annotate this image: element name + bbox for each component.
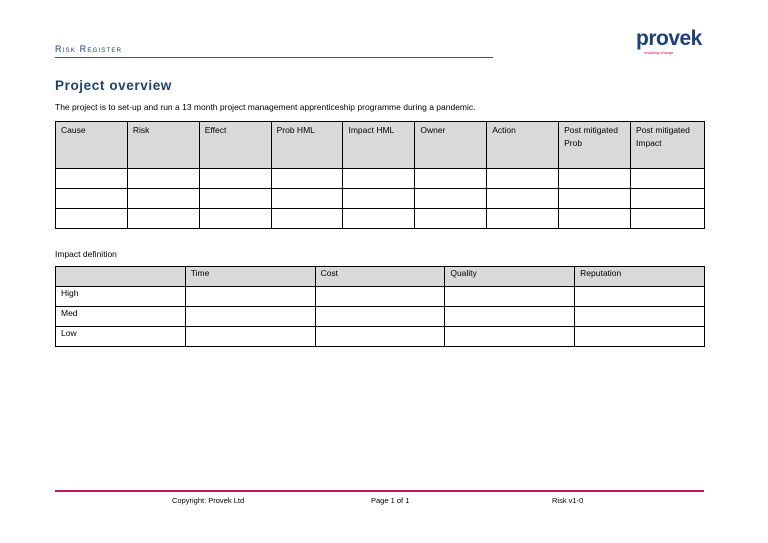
table-cell[interactable]: [575, 327, 705, 347]
column-header-cost: Cost: [315, 267, 445, 287]
column-header-prob-hml: Prob HML: [271, 122, 343, 169]
table-row: [56, 209, 705, 229]
table-header-row: [56, 267, 705, 287]
footer-copyright: Copyright: Provek Ltd: [172, 496, 245, 505]
table-cell[interactable]: [56, 169, 128, 189]
column-header-impact-hml: Impact HML: [343, 122, 415, 169]
page-title: Project overview: [55, 78, 172, 93]
footer-page-number: Page 1 of 1: [371, 496, 410, 505]
table-cell[interactable]: [343, 189, 415, 209]
table-cell[interactable]: [575, 307, 705, 327]
column-header-owner: Owner: [415, 122, 487, 169]
row-label-med: Med: [56, 307, 186, 327]
footer-version: Risk v1-0: [552, 496, 584, 505]
row-label-low: Low: [56, 327, 186, 347]
column-header-action: Action: [487, 122, 559, 169]
table-cell[interactable]: [487, 189, 559, 209]
table-cell[interactable]: [271, 209, 343, 229]
table-row: [56, 287, 705, 307]
row-label-high: High: [56, 287, 186, 307]
logo-tagline: enabling change: [644, 50, 674, 55]
column-header-reputation: Reputation: [575, 267, 705, 287]
table-cell[interactable]: [271, 189, 343, 209]
table-cell[interactable]: [575, 287, 705, 307]
table-cell[interactable]: [631, 189, 705, 209]
table-cell[interactable]: [343, 169, 415, 189]
column-header-risk: Risk: [127, 122, 199, 169]
table-cell[interactable]: [315, 287, 445, 307]
table-cell[interactable]: [559, 169, 631, 189]
column-header-post-mitigated-impact: Post mitigated Impact: [631, 122, 705, 169]
table-cell[interactable]: [127, 169, 199, 189]
table-cell[interactable]: [56, 209, 128, 229]
table-header-row: [56, 122, 705, 169]
table-cell[interactable]: [185, 307, 315, 327]
table-row: [56, 327, 705, 347]
table-cell[interactable]: [343, 209, 415, 229]
table-cell[interactable]: [559, 209, 631, 229]
table-cell[interactable]: [559, 189, 631, 209]
project-description: The project is to set-up and run a 13 month project management apprenticeship programme during a pandemic.: [55, 102, 476, 112]
column-header-time: Time: [185, 267, 315, 287]
column-header-post-mitigated-prob: Post mitigated Prob: [559, 122, 631, 169]
provek-logo: [636, 28, 706, 58]
table-cell[interactable]: [631, 169, 705, 189]
risk-register-table: [55, 121, 705, 229]
table-cell[interactable]: [127, 189, 199, 209]
table-cell[interactable]: [445, 287, 575, 307]
table-cell[interactable]: [487, 209, 559, 229]
table-cell[interactable]: [445, 327, 575, 347]
logo-wordmark: provek: [636, 27, 702, 50]
column-header-empty: [56, 267, 186, 287]
column-header-effect: Effect: [199, 122, 271, 169]
table-cell[interactable]: [415, 169, 487, 189]
impact-definition-table: [55, 266, 705, 347]
table-cell[interactable]: [127, 209, 199, 229]
column-header-cause: Cause: [56, 122, 128, 169]
table-cell[interactable]: [199, 169, 271, 189]
table-cell[interactable]: [185, 327, 315, 347]
table-cell[interactable]: [315, 327, 445, 347]
document-title: Risk Register: [55, 44, 123, 54]
table-cell[interactable]: [487, 169, 559, 189]
table-row: [56, 189, 705, 209]
table-cell[interactable]: [315, 307, 445, 327]
table-cell[interactable]: [415, 209, 487, 229]
table-cell[interactable]: [199, 209, 271, 229]
table-cell[interactable]: [631, 209, 705, 229]
header-divider: [55, 57, 493, 58]
table-cell[interactable]: [185, 287, 315, 307]
footer-divider: [55, 490, 704, 492]
column-header-quality: Quality: [445, 267, 575, 287]
table-row: [56, 169, 705, 189]
table-cell[interactable]: [56, 189, 128, 209]
table-cell[interactable]: [415, 189, 487, 209]
table-row: [56, 307, 705, 327]
table-cell[interactable]: [271, 169, 343, 189]
table-cell[interactable]: [199, 189, 271, 209]
table-cell[interactable]: [445, 307, 575, 327]
impact-definition-label: Impact definition: [55, 249, 117, 259]
